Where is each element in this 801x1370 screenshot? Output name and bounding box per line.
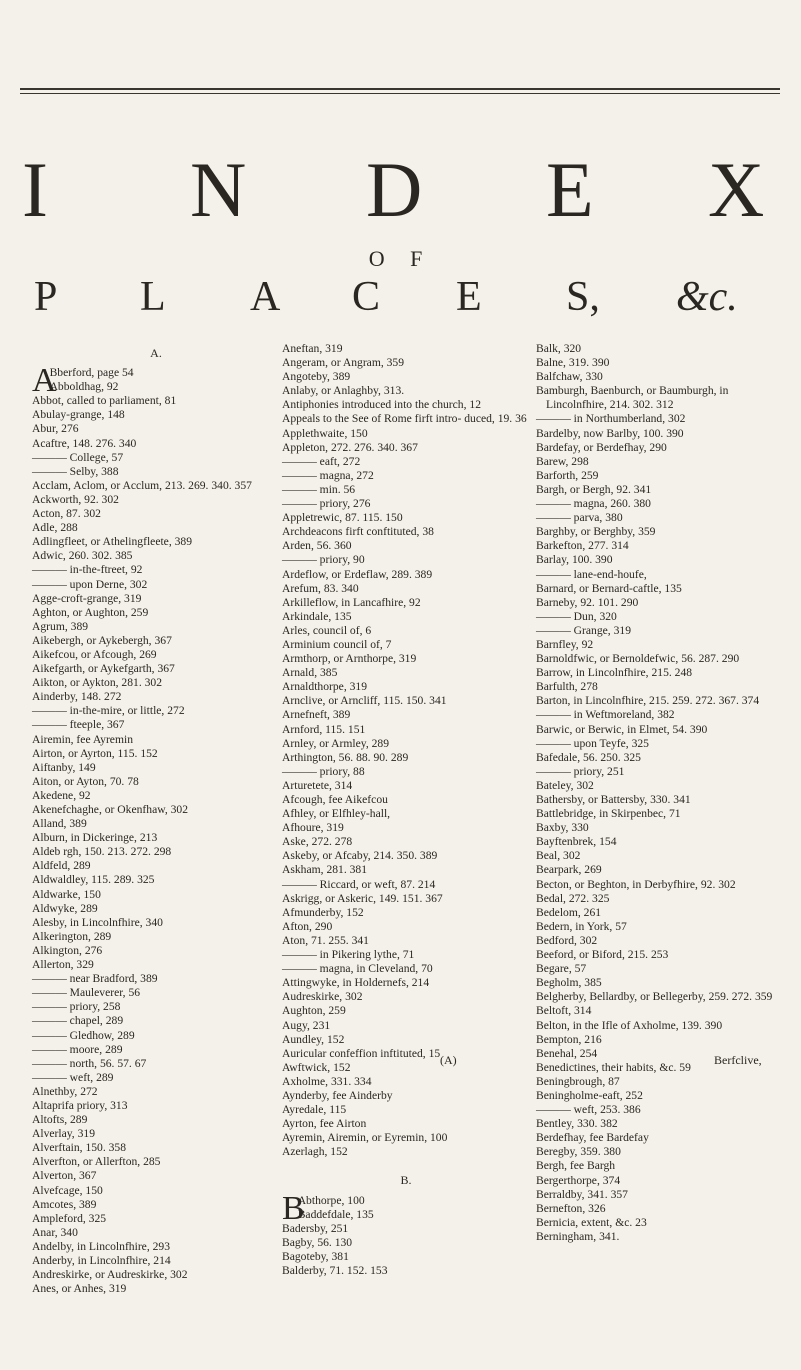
index-entry: ——— magna, 272 <box>282 468 374 482</box>
index-entry: Azerlagh, 152 <box>282 1145 348 1159</box>
index-entry: ——— Riccard, or weft, 87. 214 <box>282 877 436 891</box>
index-column-1 <box>32 342 280 1296</box>
index-entry: Angoteby, 389 <box>282 370 351 384</box>
index-entry: Airemin, fee Ayremin <box>32 732 133 746</box>
subtitle-letter: E <box>456 274 482 320</box>
index-entry: Balne, 319. 390 <box>536 356 610 370</box>
index-entry: Becton, or Beghton, in Derbyfhire, 92. 302 <box>536 877 736 891</box>
index-entry: Balk, 320 <box>536 342 582 355</box>
index-entry: Aiton, or Ayton, 70. 78 <box>32 774 139 788</box>
drop-capital: B <box>282 1189 305 1227</box>
index-entry: Andelby, in Lincolnfhire, 293 <box>32 1239 171 1253</box>
index-entry: ——— priory, 258 <box>32 1000 121 1014</box>
index-entry: Alverftain, 150. 358 <box>32 1141 127 1155</box>
index-entry: ——— priory, 251 <box>536 764 625 778</box>
index-entry: Agrum, 389 <box>32 619 89 633</box>
index-entry: Aldfeld, 289 <box>32 859 91 873</box>
index-entry: Ackworth, 92. 302 <box>32 492 119 506</box>
index-entry: Angeram, or Angram, 359 <box>282 356 405 370</box>
index-entry: Barghby, or Berghby, 359 <box>536 525 656 539</box>
index-entry: Bernefton, 326 <box>536 1201 606 1215</box>
index-entry: ——— Gledhow, 289 <box>32 1028 135 1042</box>
index-entry: Beal, 302 <box>536 849 581 863</box>
index-entry: Aikefgarth, or Aykefgarth, 367 <box>32 662 175 676</box>
index-entry: ——— upon Teyfe, 325 <box>536 736 649 750</box>
index-entry: Aiftanby, 149 <box>32 760 96 774</box>
index-entry: Benedictines, their habits, &c. 59 <box>536 1060 691 1074</box>
index-entry: Beltoft, 314 <box>536 1004 592 1018</box>
index-entry: Adlingfleet, or Athelingfleete, 389 <box>32 535 193 549</box>
index-entry: Ampleford, 325 <box>32 1211 107 1225</box>
subtitle-letter: A <box>250 274 281 320</box>
index-entry: Ayrton, fee Airton <box>282 1117 367 1131</box>
index-entry: Adwic, 260. 302. 385 <box>32 549 133 563</box>
index-entry: ——— north, 56. 57. 67 <box>32 1056 147 1070</box>
index-entry: ——— priory, 88 <box>282 764 365 778</box>
index-entry: Bardefay, or Berdefhay, 290 <box>536 440 667 454</box>
index-entry: Arden, 56. 360 <box>282 539 352 553</box>
index-entry: Aldwaldley, 115. 289. 325 <box>32 873 155 887</box>
index-entry: Anes, or Anhes, 319 <box>32 1282 127 1296</box>
index-entry: Amcotes, 389 <box>32 1197 97 1211</box>
index-entry: Bberford, page 54 <box>49 366 134 380</box>
index-entry: Askeby, or Afcaby, 214. 350. 389 <box>282 849 438 863</box>
index-entry: Altaprifa priory, 313 <box>32 1098 128 1112</box>
index-entry: ——— in Pikering lythe, 71 <box>282 948 415 962</box>
index-entry: Andreskirke, or Audreskirke, 302 <box>32 1268 188 1282</box>
index-entry: ——— eaft, 272 <box>282 454 361 468</box>
title-of: O F <box>368 246 433 271</box>
index-entry: Airton, or Ayrton, 115. 152 <box>32 746 158 760</box>
index-entry: Aldeb rgh, 150. 213. 272. 298 <box>32 845 172 859</box>
index-entry: Anderby, in Lincolnfhire, 214 <box>32 1254 171 1267</box>
index-entry: Baddefdale, 135 <box>297 1207 374 1221</box>
index-entry: Audreskirke, 302 <box>282 990 363 1004</box>
index-entry: Alburn, in Dickeringe, 213 <box>32 831 158 845</box>
index-entry: Bafedale, 56. 250. 325 <box>536 750 641 764</box>
index-entry: Bamburgh, Baenburch, or Baumburgh, in Lincolnfhire, 214. 302. 312 <box>536 384 729 412</box>
subtitle-letter: C <box>352 274 381 320</box>
index-entry: Ayredale, 115 <box>282 1103 347 1117</box>
index-entry: Askrigg, or Askeric, 149. 151. 367 <box>282 891 443 905</box>
index-entry: Appletrewic, 87. 115. 150 <box>282 511 403 525</box>
index-entry: Acaftre, 148. 276. 340 <box>32 436 137 450</box>
index-entry: ——— priory, 276 <box>282 497 371 511</box>
index-entry: Aundley, 152 <box>282 1032 345 1046</box>
index-entry: Anlaby, or Anlaghby, 313. <box>282 384 405 398</box>
index-entry: Arnaldthorpe, 319 <box>282 680 368 694</box>
index-entry: ——— weft, 289 <box>32 1070 114 1084</box>
index-entry: Badersby, 251 <box>282 1221 349 1235</box>
index-entry: Balderby, 71. 152. 153 <box>282 1264 388 1277</box>
index-entry: Barrow, in Lincolnfhire, 215. 248 <box>536 666 693 680</box>
title-letter: E <box>546 146 594 233</box>
index-entry: Barnfley, 92 <box>536 637 594 651</box>
index-entry: Ayremin, Airemin, or Eyremin, 100 <box>282 1131 448 1145</box>
index-entry: Afton, 290 <box>282 919 333 933</box>
index-entry: Altofts, 289 <box>32 1113 88 1127</box>
index-entry: Bathersby, or Battersby, 330. 341 <box>536 793 691 806</box>
index-entry: Beningbrough, 87 <box>536 1074 620 1088</box>
index-entry: Archdeacons firft conftituted, 38 <box>282 525 434 539</box>
page-title <box>0 146 801 233</box>
index-entry: ——— in Northumberland, 302 <box>536 412 686 426</box>
index-entry: Aikebergh, or Aykebergh, 367 <box>32 633 172 647</box>
index-entry: Balfchaw, 330 <box>536 370 603 384</box>
index-entry: Auricular confeffion inftituted, 15 <box>282 1046 441 1060</box>
index-entry: Alland, 389 <box>32 817 87 831</box>
index-entry: Aldwyke, 289 <box>32 901 98 915</box>
index-entry: Bayftenbrek, 154 <box>536 835 617 849</box>
index-entry: Bedern, in York, 57 <box>536 919 627 933</box>
index-entry: Alverlay, 319 <box>32 1127 95 1141</box>
index-entry: Arturetete, 314 <box>282 778 353 792</box>
index-entry: Augy, 231 <box>282 1018 331 1032</box>
index-entry: Akenefchaghe, or Okenfhaw, 302 <box>32 803 189 816</box>
index-entry: Aikton, or Aykton, 281. 302 <box>32 676 163 690</box>
index-entry: Abur, 276 <box>32 422 79 436</box>
index-entry: ——— weft, 253. 386 <box>536 1103 641 1117</box>
index-entry: Bateley, 302 <box>536 778 594 792</box>
index-entry: Barwic, or Berwic, in Elmet, 54. 390 <box>536 722 708 736</box>
index-entry: Arefum, 83. 340 <box>282 581 359 595</box>
index-entry: Armthorp, or Arnthorpe, 319 <box>282 652 417 666</box>
index-entry: Alverfton, or Allerfton, 285 <box>32 1155 161 1169</box>
title-letter: X <box>708 146 765 233</box>
index-entry: Begare, 57 <box>536 962 587 976</box>
index-entry: Bardelby, now Barlby, 100. 390 <box>536 426 684 440</box>
index-entry: Appeals to the See of Rome firft intro- duced, 19. 36 <box>282 412 527 426</box>
index-entry: ——— Dun, 320 <box>536 609 617 623</box>
index-entry: Afcough, fee Aikefcou <box>282 793 388 806</box>
index-column-2 <box>282 342 530 1278</box>
index-entry: ——— College, 57 <box>32 450 124 464</box>
index-entry: Baxby, 330 <box>536 821 589 835</box>
index-entry: Barlay, 100. 390 <box>536 553 613 567</box>
index-entry: ——— in-the-mire, or little, 272 <box>32 704 185 718</box>
index-entry: Arnald, 385 <box>282 666 338 680</box>
index-entry: Ainderby, 148. 272 <box>32 690 122 704</box>
index-entry: Barfulth, 278 <box>536 680 598 694</box>
index-entry: Berningham, 341. <box>536 1229 620 1243</box>
index-entry: Aynderby, fee Ainderby <box>282 1088 393 1102</box>
index-entry: Arnford, 115. 151 <box>282 722 366 736</box>
index-entry: Abbot, called to parliament, 81 <box>32 394 177 408</box>
index-entry: Alkington, 276 <box>32 943 103 957</box>
index-entry: Aneftan, 319 <box>282 342 343 355</box>
subtitle-letter: P <box>34 274 58 320</box>
index-entry: Bedford, 302 <box>536 933 598 947</box>
index-entry: Afhley, or Elfhley-hall, <box>282 807 391 821</box>
section-heading-a: A. <box>150 346 162 360</box>
index-entry: Abthorpe, 100 <box>297 1193 365 1207</box>
index-entry: Bagoteby, 381 <box>282 1249 349 1263</box>
index-entry: ——— Selby, 388 <box>32 464 119 478</box>
index-entry: Alvefcage, 150 <box>32 1183 103 1197</box>
index-entry: ——— magna, in Cleveland, 70 <box>282 962 433 976</box>
subtitle-letter: S, <box>566 274 600 320</box>
index-entry: Barton, in Lincolnfhire, 215. 259. 272. 367. 374 <box>536 694 760 708</box>
index-entry: Arnclive, or Arncliff, 115. 150. 341 <box>282 694 447 708</box>
index-entry: Bedelom, 261 <box>536 905 602 919</box>
index-entry: Bernicia, extent, &c. 23 <box>536 1215 647 1229</box>
subtitle-letter: L <box>140 274 166 320</box>
index-entry: Alnethby, 272 <box>32 1084 98 1098</box>
index-entry: Awftwick, 152 <box>282 1060 351 1074</box>
index-entry: ——— priory, 90 <box>282 553 365 567</box>
index-entry: Acclam, Aclom, or Acclum, 213. 269. 340. 357 <box>32 478 252 492</box>
index-entry: Alverton, 367 <box>32 1169 97 1183</box>
index-entry: Bedal, 272. 325 <box>536 891 610 905</box>
top-rule-thin <box>20 93 780 94</box>
page-subtitle <box>0 272 801 322</box>
index-entry: ——— in-the-ftreet, 92 <box>32 563 143 577</box>
index-entry: Anar, 340 <box>32 1225 78 1239</box>
index-entry: Berdefhay, fee Bardefay <box>536 1131 649 1145</box>
index-entry: ——— upon Derne, 302 <box>32 577 148 591</box>
index-entry: Beningholme-eaft, 252 <box>536 1088 643 1102</box>
index-entry: Bempton, 216 <box>536 1032 602 1046</box>
index-entry: Belton, in the Ifle of Axholme, 139. 390 <box>536 1018 723 1032</box>
index-entry: Adle, 288 <box>32 521 78 535</box>
subtitle-letter: &c. <box>676 274 738 320</box>
index-column-3 <box>536 342 788 1244</box>
index-entry: ——— chapel, 289 <box>32 1014 124 1028</box>
index-entry: Abboldhag, 92 <box>49 380 119 394</box>
index-entry: Appleton, 272. 276. 340. 367 <box>282 440 418 454</box>
index-entry: Beregby, 359. 380 <box>536 1145 621 1159</box>
index-entry: ——— Mauleverer, 56 <box>32 986 141 1000</box>
title-letter: N <box>190 146 247 233</box>
index-entry: Aughton, 259 <box>282 1004 346 1018</box>
section-heading-b: B. <box>400 1173 412 1188</box>
index-entry: Allerton, 329 <box>32 958 94 972</box>
index-entry: Arkindale, 135 <box>282 609 352 623</box>
index-entry: Barneby, 92. 101. 290 <box>536 595 639 609</box>
index-entry: Benehal, 254 <box>536 1046 598 1060</box>
drop-capital: A <box>32 362 57 400</box>
index-entry: ——— min. 56 <box>282 482 356 496</box>
index-entry: Alesby, in Lincolnfhire, 340 <box>32 915 163 929</box>
index-entry: Antiphonies introduced into the church, 12 <box>282 398 481 412</box>
index-entry: Abulay-grange, 148 <box>32 408 125 422</box>
index-entry: Afhoure, 319 <box>282 821 344 835</box>
index-entry: Bagby, 56. 130 <box>282 1235 353 1249</box>
catchword: Berfclive, <box>714 1053 762 1067</box>
index-entry: Afmunderby, 152 <box>282 905 364 919</box>
index-entry: Begholm, 385 <box>536 976 602 990</box>
index-entry: Arnefneft, 389 <box>282 708 351 722</box>
index-entry: Bentley, 330. 382 <box>536 1117 618 1131</box>
index-entry: Barnard, or Bernard-caftle, 135 <box>536 581 682 595</box>
index-entry: Arthington, 56. 88. 90. 289 <box>282 750 409 764</box>
index-entry: Alkerington, 289 <box>32 929 112 943</box>
index-entry: Aton, 71. 255. 341 <box>282 933 369 947</box>
index-entry: ——— Grange, 319 <box>536 623 631 637</box>
index-entry: Arles, council of, 6 <box>282 623 372 637</box>
index-entry: Agge-croft-grange, 319 <box>32 591 142 605</box>
index-entry: Aikefcou, or Afcough, 269 <box>32 647 157 661</box>
index-entry: Aldwarke, 150 <box>32 887 101 901</box>
index-entry: ——— magna, 260. 380 <box>536 497 651 511</box>
top-rule <box>20 88 780 90</box>
index-entry: Applethwaite, 150 <box>282 426 368 440</box>
title-letter: D <box>366 146 423 233</box>
index-entry: Bergerthorpe, 374 <box>536 1173 621 1187</box>
index-entry: ——— moore, 289 <box>32 1042 123 1056</box>
index-entry: Aske, 272. 278 <box>282 835 353 849</box>
index-entry: Arkilleflow, in Lancafhire, 92 <box>282 595 421 609</box>
signature-mark: (A) <box>440 1053 457 1067</box>
index-entry: Askham, 281. 381 <box>282 863 368 877</box>
index-entry: ——— lane-end-houfe, <box>536 567 647 581</box>
index-entry: Ardeflow, or Erdeflaw, 289. 389 <box>282 567 433 581</box>
index-entry: Bargh, or Bergh, 92. 341 <box>536 482 652 496</box>
index-entry: Acton, 87. 302 <box>32 507 101 521</box>
index-entry: Barkefton, 277. 314 <box>536 539 629 553</box>
index-entry: Bergh, fee Bargh <box>536 1159 616 1173</box>
index-entry: Berraldby, 341. 357 <box>536 1187 628 1201</box>
index-entry: Arnley, or Armley, 289 <box>282 736 390 750</box>
index-entry: Axholme, 331. 334 <box>282 1074 372 1088</box>
index-entry: Beeford, or Biford, 215. 253 <box>536 948 669 962</box>
index-entry: ——— parva, 380 <box>536 511 623 525</box>
index-entry: Akedene, 92 <box>32 788 91 802</box>
title-letter: I <box>22 146 48 233</box>
index-entry: Barew, 298 <box>536 454 589 468</box>
index-entry: Attingwyke, in Holdernefs, 214 <box>282 976 430 990</box>
index-entry: Battlebridge, in Skirpenbec, 71 <box>536 807 681 821</box>
index-entry: Barforth, 259 <box>536 468 599 482</box>
index-entry: Arminium council of, 7 <box>282 637 392 651</box>
index-entry: Bearpark, 269 <box>536 863 602 877</box>
index-entry: ——— in Weftmoreland, 382 <box>536 708 675 722</box>
index-entry: Belgherby, Bellardby, or Bellegerby, 259. 272. 359 <box>536 990 773 1004</box>
index-entry: ——— near Bradford, 389 <box>32 972 158 986</box>
index-entry: ——— fteeple, 367 <box>32 718 125 732</box>
index-entry: Barnoldfwic, or Bernoldefwic, 56. 287. 290 <box>536 652 740 666</box>
index-entry: Aghton, or Aughton, 259 <box>32 605 149 619</box>
